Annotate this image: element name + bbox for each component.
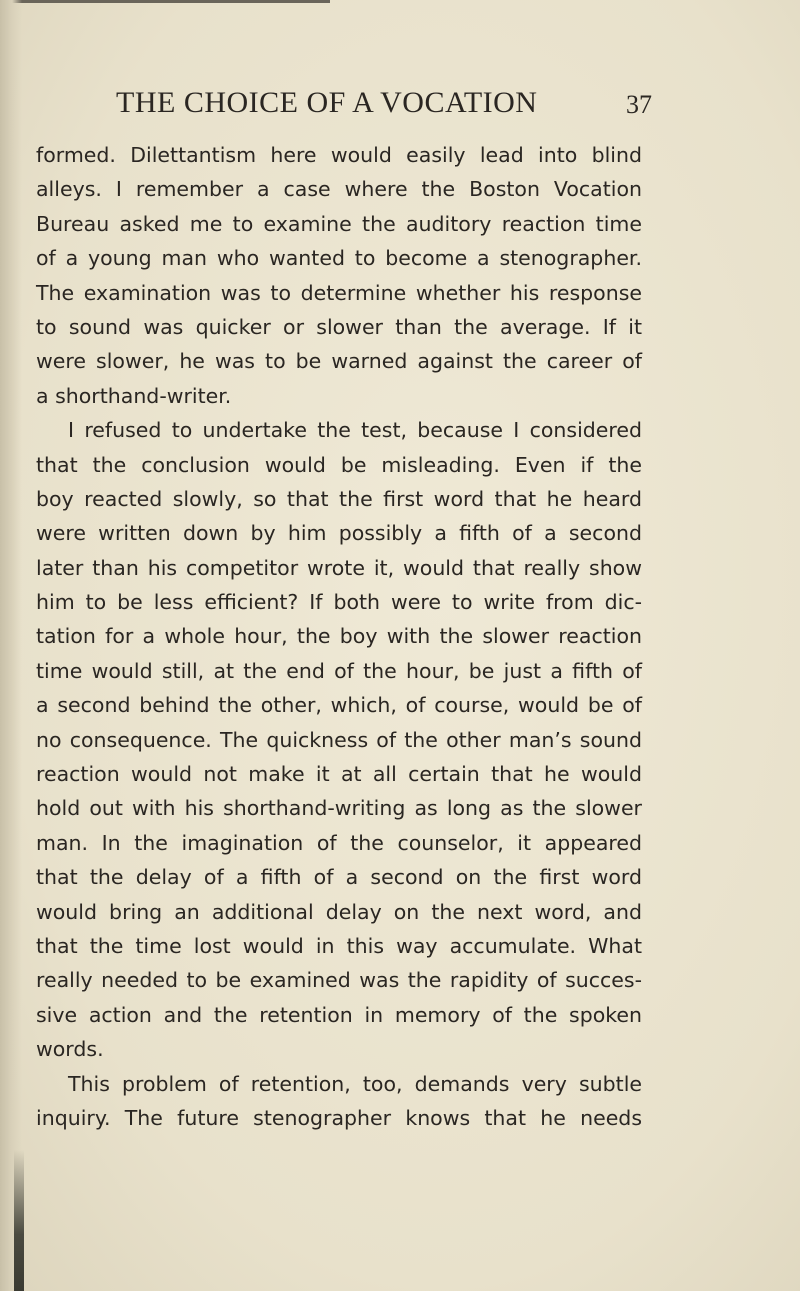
text-line: This problem of retention, too, demands very subtle xyxy=(68,1071,642,1096)
text-line: were slower, he was to be warned against the career of xyxy=(36,349,642,374)
text-line: him to be less efficient? If both were to write from dic- xyxy=(36,590,642,615)
text-line: a second behind the other, which, of course, would be of xyxy=(36,693,642,718)
text-line: inquiry. The future stenographer knows that he needs xyxy=(36,1105,642,1130)
text-line: man. In the imagination of the counselor, it appeared xyxy=(36,830,642,855)
text-line: to sound was quicker or slower than the average. If it xyxy=(36,314,642,339)
text-line: I refused to undertake the test, because I considered xyxy=(68,418,642,443)
text-line: a shorthand-writer. xyxy=(36,383,232,408)
text-line: Bureau asked me to examine the auditory reaction time xyxy=(36,211,642,236)
running-head xyxy=(116,82,656,126)
text-line: later than his competitor wrote it, would that really show xyxy=(36,555,642,580)
body-text xyxy=(36,138,642,1135)
page-gutter-shadow xyxy=(0,0,22,1291)
text-line: no consequence. The quickness of the other man’s sound xyxy=(36,727,642,752)
text-line: that the delay of a fifth of a second on the first word xyxy=(36,865,642,890)
text-line: boy reacted slowly, so that the first word that he heard xyxy=(36,486,642,511)
text-line: reaction would not make it at all certain that he would xyxy=(36,762,642,787)
running-title: THE CHOICE OF A VOCATION xyxy=(116,86,538,119)
text-line: really needed to be examined was the rapidity of succes- xyxy=(36,968,642,993)
text-line: The examination was to determine whether his response xyxy=(36,280,642,305)
text-line: sive action and the retention in memory of the spoken xyxy=(36,1002,642,1027)
text-line: that the conclusion would be misleading. Even if the xyxy=(36,452,642,477)
page-number: 37 xyxy=(626,90,652,119)
text-line: were written down by him possibly a fifth of a second xyxy=(36,521,642,546)
text-line: time would still, at the end of the hour, be just a fifth of xyxy=(36,658,642,683)
text-line: that the time lost would in this way accumulate. What xyxy=(36,933,642,958)
text-line: tation for a whole hour, the boy with the slower reaction xyxy=(36,624,642,649)
text-line: words. xyxy=(36,1037,104,1062)
text-line: of a young man who wanted to become a stenographer. xyxy=(36,246,642,271)
text-line: would bring an additional delay on the next word, and xyxy=(36,899,642,924)
text-line: alleys. I remember a case where the Boston Vocation xyxy=(36,177,642,202)
text-line: hold out with his shorthand-writing as long as the slower xyxy=(36,796,642,821)
top-edge-rule xyxy=(0,0,330,3)
binding-edge-shadow xyxy=(14,1150,24,1291)
text-line: formed. Dilettantism here would easily lead into blind xyxy=(36,143,642,167)
